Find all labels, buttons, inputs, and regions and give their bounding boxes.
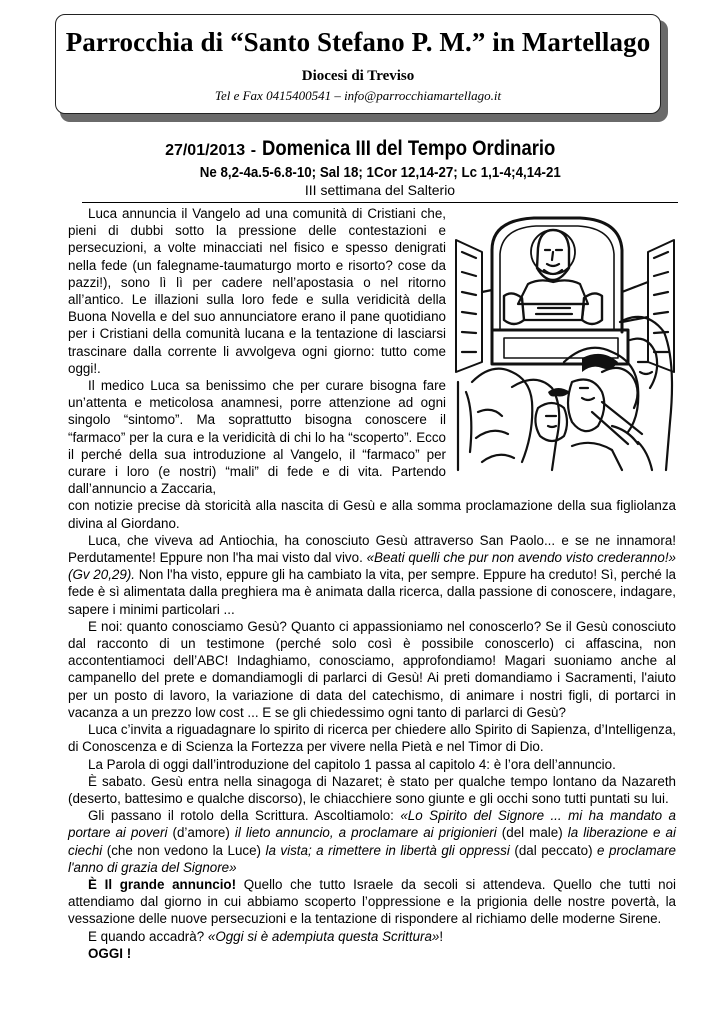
liturgy-heading (80, 136, 680, 199)
parish-title: Parrocchia di “Santo Stefano P. M.” in Martellago (65, 27, 651, 57)
diocese: Diocesi di Treviso (301, 68, 415, 84)
paragraph-7: È sabato. Gesù entra nella sinagoga di Nazaret; è stato per qualche tempo lontano da Nazareth (deserto, battesimo e qualche discorso), le chiacchiere sono giunte e gli occhi sono tutti puntati su lui. (68, 773, 676, 806)
p8-quote-2: il lieto annuncio, a proclamare ai prigionieri (234, 825, 497, 841)
paragraph-8 (68, 807, 676, 876)
p10-quote: «Oggi si è adempiuta questa Scrittura» (207, 928, 440, 944)
p3-text-a: Luca, che viveva ad Antiochia, ha conosciuto Gesù attraverso San Paolo... e se ne innamora! Perdutamente! Eppure non l'ha mai visto dal vivo. (68, 532, 676, 566)
paragraph-2b: con notizie precise dà storicità alla nascita di Gesù e alla somma proclamazione della sua figliolanza divina al Giordano. (68, 498, 676, 531)
paragraph-1: Luca annuncia il Vangelo ad una comunità di Cristiani che, pieni di dubbi sotto la pressione delle contestazioni e persecuzioni, a volte minacciati nel fisico e spesso denigrati nella fede (un falegname-taumaturgo morto e risorto? cose da pazzi!), sono lì lì per cadere nell’apostasia o nel ritorno all’antico. Le illazioni sulla loro fede e sulla veridicità della Buona Novella e del suo annunciatore erano il pane quotidiano per i Cristiani della comunità lucana e la tentazione di lasciarsi trascinare dalla corrente li avvolgeva ogni giorno: tutto come oggi!. (68, 206, 446, 376)
p8-quote-4: la vista; a rimettere in libertà gli oppressi (265, 842, 510, 858)
liturgy-title (80, 136, 680, 164)
paragraph-2a: Il medico Luca sa benissimo che per curare bisogna fare un’attenta e meticolosa anamnesi, porre attenzione ad ogni singolo “sintomo”. Ma soprattutto bisogna conoscere il “farmaco” per la cura e la veridicità di chi lo ha “scoperto”. Ecco il perché della sua introduzione al Vangelo, il “farmaco” per curare i loro (e nostri) “mali” di fede e di vita. Partendo dall’annuncio a Zaccaria, (68, 378, 446, 497)
sunday-name: Domenica III del Tempo Ordinario (261, 137, 555, 160)
p9-text: Quello che tutto Israele da secoli si attendeva. Quello che tutti noi attendiamo dal giorno in cui abbiamo scoperto l’oppressione e la prigionia delle nostre povertà, la vessazione delle nuove persecuzioni e la tentazione di rispondere al richiamo delle moderne Sirene. (68, 876, 676, 927)
p11-bold: OGGI ! (88, 945, 132, 961)
p10-text-a: E quando accadrà? (88, 928, 208, 944)
title-dash: - (250, 142, 257, 159)
p8-quote-3: la liberazione e ai ciechi (68, 825, 676, 858)
paragraph-5: Luca c’invita a riguadagnare lo spirito di ricerca per chiedere allo Spirito di Sapienza, d’Intelligenza, di Conoscenza e di Scienza la Fortezza per vivere nella Pietà e nel Timor di Dio. (68, 722, 676, 755)
p8-text-d: (che non vedono la Luce) (102, 842, 266, 858)
p3-text-b: Non l'ha visto, eppure gli ha cambiato la vita, per sempre. Eppure ha creduto! Sì, perché la fede è sì alimentata dalla preghiera ma è animata dalla ricerca, dalla passione di conoscere, indagare, sapere i minimi particolari ... (68, 567, 676, 617)
date: 27/01/2013 (165, 142, 246, 159)
paragraph-10 (68, 928, 676, 945)
paragraph-3 (68, 532, 676, 618)
paragraph-9 (68, 876, 676, 928)
header-box (55, 14, 661, 114)
paragraph-11 (68, 945, 676, 962)
p8-text-e: (dal peccato) (509, 842, 598, 858)
readings: Ne 8,2-4a.5-6.8-10; Sal 18; 1Cor 12,14-27; Lc 1,1-4;4,14-21 (199, 165, 561, 181)
p8-text-c: (del male) (496, 825, 568, 841)
paragraph-6: La Parola di oggi dall’introduzione del capitolo 1 passa al capitolo 4: è l’ora dell’annuncio. (88, 756, 616, 772)
p9-bold: È Il grande annuncio! (88, 876, 237, 892)
p3-quote: «Beati quelli che pur non avendo visto crederanno!» (Gv 20,29). (68, 550, 676, 583)
divider (82, 202, 678, 203)
p8-quote-1: «Lo Spirito del Signore ... mi ha mandato a portare ai poveri (68, 808, 676, 841)
p10-text-b: ! (439, 928, 444, 944)
article-body (68, 205, 676, 962)
p8-quote-5: e proclamare l'anno di grazia del Signore» (68, 842, 676, 875)
psalter-week: III settimana del Salterio (304, 182, 456, 198)
p8-text-b: (d’amore) (167, 825, 235, 841)
p8-text-a: Gli passano il rotolo della Scrittura. Ascoltiamolo: (88, 808, 401, 824)
contact-info: Tel e Fax 0415400541 – info@parrocchiamartellago.it (214, 88, 502, 103)
paragraph-4: E noi: quanto conosciamo Gesù? Quanto ci appassioniamo nel conoscerlo? Se il Gesù conosciuto dal racconto di un testimone (perché solo così è possibile conoscerlo) ci affascina, non accontentiamoci dell’ABC! Indaghiamo, conosciamo, approfondiamo! Magari suoniamo anche al campanello del prete e domandiamogli di parlarci di Gesù! Ai preti domandiamo i Sacramenti, l'aiuto per un posto di lavoro, la variazione di data del catechismo, di animare i nostri figli, di portarci in vacanza a un prezzo low cost ... E se gli chiedessimo ogni tanto di parlarci di Gesù? (68, 618, 676, 720)
